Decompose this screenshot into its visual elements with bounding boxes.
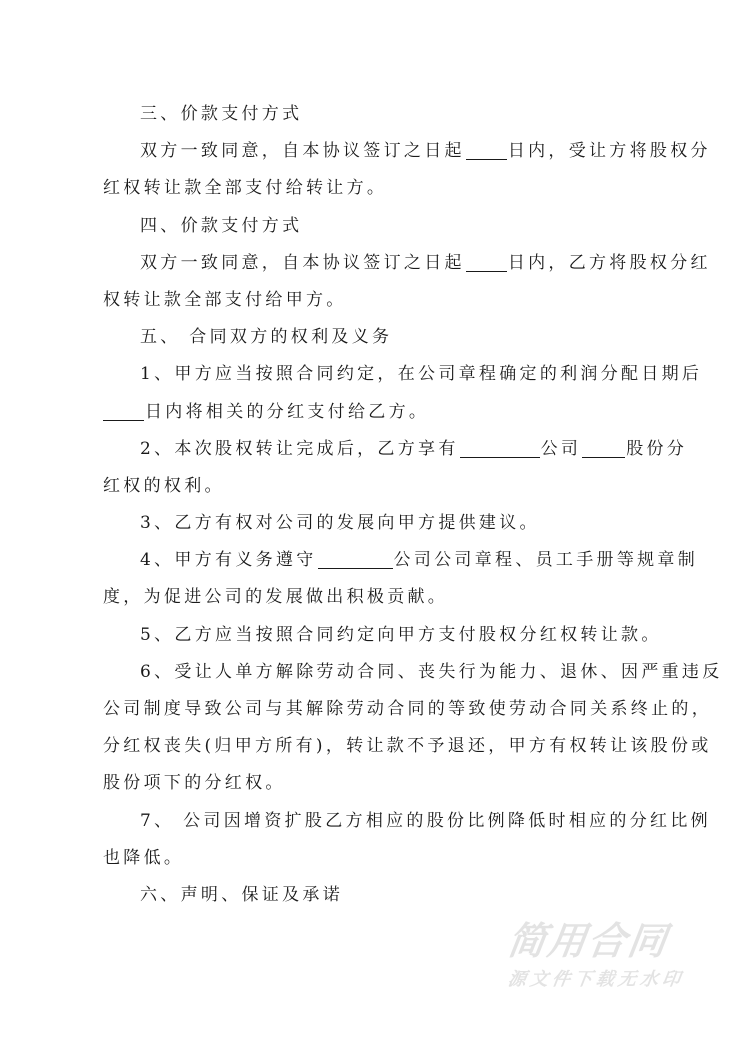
fill-blank-days[interactable] bbox=[466, 254, 507, 272]
watermark bbox=[504, 918, 708, 994]
section-heading-5: 五、 合同双方的权利及义务 bbox=[140, 327, 393, 348]
list-item-7 bbox=[103, 803, 711, 840]
list-item-5 bbox=[103, 617, 662, 654]
fill-blank-days[interactable] bbox=[103, 403, 144, 421]
fill-blank-company[interactable] bbox=[460, 440, 540, 458]
text: 日内，受让方将股权分 bbox=[507, 141, 711, 162]
item-number: 5、 bbox=[140, 624, 175, 645]
text: 日内，乙方将股权分红 bbox=[507, 252, 711, 273]
paragraph-line: 红权的权利。 bbox=[103, 475, 225, 496]
paragraph-line: 也降低。 bbox=[103, 847, 185, 868]
paragraph-line: 红权转让款全部支付给转让方。 bbox=[103, 178, 388, 199]
watermark-brand: 简用合同 bbox=[504, 919, 672, 963]
text: 双方一致同意，自本协议签订之日起 bbox=[140, 252, 465, 273]
item-number: 1、 bbox=[140, 364, 175, 385]
text: 本次股权转让完成后，乙方享有 bbox=[174, 438, 459, 459]
list-item-1 bbox=[103, 356, 703, 393]
paragraph-line bbox=[103, 394, 599, 431]
paragraph-line bbox=[103, 133, 711, 170]
fill-blank-company[interactable] bbox=[318, 551, 393, 569]
item-number: 3、 bbox=[140, 513, 175, 534]
list-item-2 bbox=[103, 431, 688, 468]
text: 甲方应当按照合同约定，在公司章程确定的利润分配日期后 bbox=[174, 364, 703, 385]
item-number: 6、 bbox=[140, 661, 175, 682]
fill-blank-days[interactable] bbox=[466, 142, 507, 160]
text: 乙方应当按照合同约定向甲方支付股权分红权转让款。 bbox=[174, 624, 662, 645]
text: 股份分 bbox=[626, 438, 688, 459]
section-heading-6: 六、声明、保证及承诺 bbox=[140, 884, 343, 905]
text: 公司公司章程、员工手册等规章制 bbox=[393, 550, 699, 571]
list-item-6 bbox=[103, 654, 723, 691]
item-number: 7、 bbox=[140, 810, 175, 831]
watermark-tagline: 源文件下载无水印 bbox=[506, 969, 686, 990]
text: 受让人单方解除劳动合同、丧失行为能力、退休、因严重违反 bbox=[174, 661, 723, 682]
fill-blank-shares[interactable] bbox=[582, 440, 625, 458]
text: 甲方有义务遵守 bbox=[174, 550, 317, 571]
text: 双方一致同意，自本协议签订之日起 bbox=[140, 141, 465, 162]
paragraph-line: 分红权丧失(归甲方所有)，转让款不予退还，甲方有权转让该股份或 bbox=[103, 736, 712, 757]
paragraph-line: 权转让款全部支付给甲方。 bbox=[103, 289, 347, 310]
paragraph-line: 度，为促进公司的发展做出积极贡献。 bbox=[103, 587, 449, 608]
text: 乙方有权对公司的发展向甲方提供建议。 bbox=[174, 513, 540, 534]
section-heading-3: 三、价款支付方式 bbox=[140, 104, 303, 124]
paragraph-line: 公司制度导致公司与其解除劳动合同的等致使劳动合同关系终止的， bbox=[103, 699, 712, 719]
paragraph-line bbox=[103, 245, 711, 282]
section-heading-4: 四、价款支付方式 bbox=[140, 215, 303, 236]
text: 公司因增资扩股乙方相应的股份比例降低时相应的分红比例 bbox=[174, 810, 711, 831]
text: 公司 bbox=[540, 438, 582, 459]
list-item-4 bbox=[103, 542, 699, 579]
paragraph-line: 股份项下的分红权。 bbox=[103, 773, 286, 794]
list-item-3 bbox=[103, 505, 599, 542]
item-number: 2、 bbox=[140, 438, 175, 459]
item-number: 4、 bbox=[140, 550, 175, 571]
document-body bbox=[103, 96, 723, 914]
text: 日内将相关的分红支付给乙方。 bbox=[145, 401, 430, 422]
